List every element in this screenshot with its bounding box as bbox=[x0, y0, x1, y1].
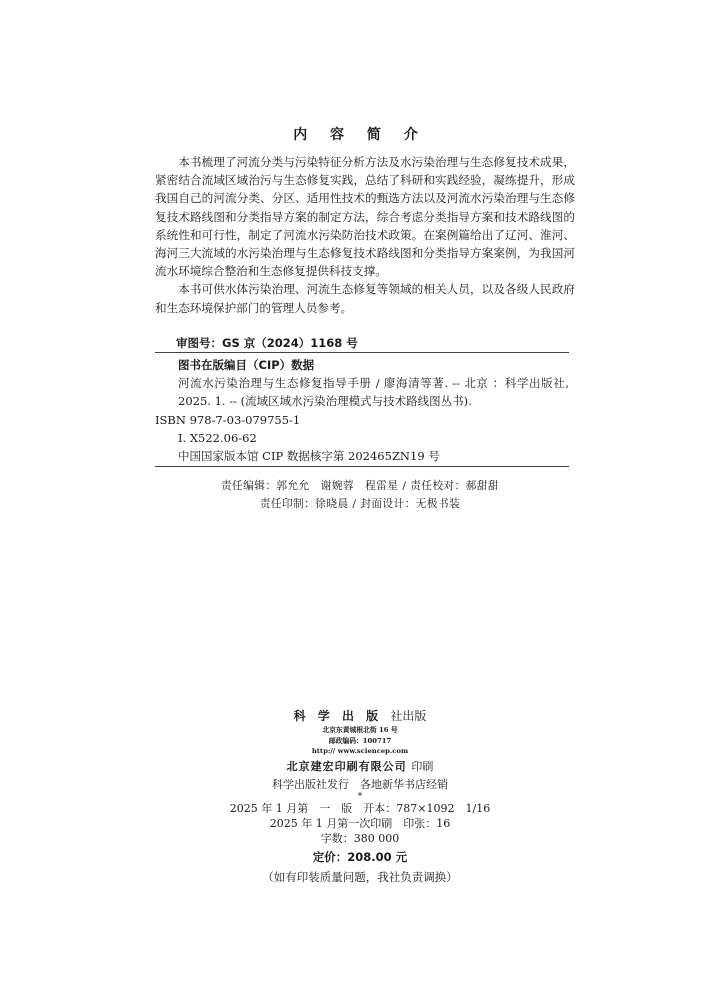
content-summary bbox=[155, 153, 575, 317]
editorial-credits bbox=[0, 478, 720, 513]
map-approval-number: 审图号：GS 京（2024）1168 号 bbox=[176, 336, 358, 350]
publisher-address: 北京东黄城根北街 16 号 bbox=[322, 726, 398, 734]
edition-line: 2025 年 1 月第 一 版 开本：787×1092 1/16 bbox=[229, 801, 491, 815]
publisher-name-suffix: 社出版 bbox=[390, 709, 427, 723]
top-divider bbox=[155, 352, 569, 353]
editors-line-2: 责任印制：徐晓晨 / 封面设计：无极书装 bbox=[259, 497, 461, 510]
cip-heading: 图书在版编目（CIP）数据 bbox=[178, 358, 315, 372]
summary-paragraph-2: 本书可供水体污染治理、河流生态修复等领域的相关人员，以及各级人民政府和生态环境保护部门的管理人员参考。 bbox=[155, 282, 575, 315]
distribution-line: 科学出版社发行 各地新华书店经销 bbox=[272, 777, 448, 791]
summary-paragraph-1: 本书梳理了河流分类与污染特征分析方法及水污染治理与生态修复技术成果，紧密结合流域区域治污与生态修复实践，总结了科研和实践经验，凝练提升，形成我国自己的河流分类、分区、适用性技术的甄选方法以及河流水污染治理与生态修复技术路线图和分类指导方案的制定方法，综合考虑分类指导方案和技术路线图的系统性和可行性，制定了河流水污染防治技术政策。在案例篇给出了辽河、淮河、海河三大流域的水污染治理与生态修复技术路线图和分类指导方案案例，为我国河流水环境综合整治和生态修复提供科技支撑。 bbox=[155, 155, 575, 279]
publisher-name bbox=[0, 707, 720, 725]
cip-classification: Ⅰ. X522.06-62 bbox=[178, 430, 257, 445]
cip-isbn: ISBN 978-7-03-079755-1 bbox=[155, 412, 301, 427]
printer-line bbox=[0, 757, 720, 777]
publisher-block bbox=[0, 707, 720, 886]
publisher-postcode: 邮政编码：100717 bbox=[328, 736, 392, 745]
word-count: 字数：380 000 bbox=[320, 831, 400, 845]
price: 定价：208.00 元 bbox=[312, 849, 408, 864]
publisher-name-main: 科 学 出 版 bbox=[293, 709, 383, 723]
editors-line-1: 责任编辑：郭允允 谢婉蓉 程雷星 / 责任校对：郝甜甜 bbox=[220, 480, 500, 492]
cip-entry: 河流水污染治理与生态修复指导手册 / 廖海清等著. -- 北京 ：科学出版社, 2025. 1. -- (流域区域水污染治理模式与技术路线图丛书). bbox=[178, 376, 569, 409]
quality-note: （如有印装质量问题，我社负责调换） bbox=[262, 869, 458, 884]
publisher-website: http:// www.sciencep.com bbox=[311, 747, 409, 755]
cip-data-block bbox=[155, 356, 569, 465]
printer-suffix: 印刷 bbox=[411, 759, 434, 773]
printer-name: 北京建宏印刷有限公司 bbox=[286, 759, 407, 773]
cip-record-number: 中国国家版本馆 CIP 数据核字第 202465ZN19 号 bbox=[178, 449, 440, 464]
printing-line: 2025 年 1 月第一次印刷 印张：16 bbox=[269, 816, 451, 830]
separator-star: * bbox=[357, 791, 363, 802]
page-title: 内 容 简 介 bbox=[293, 127, 427, 143]
bottom-divider bbox=[155, 466, 569, 467]
